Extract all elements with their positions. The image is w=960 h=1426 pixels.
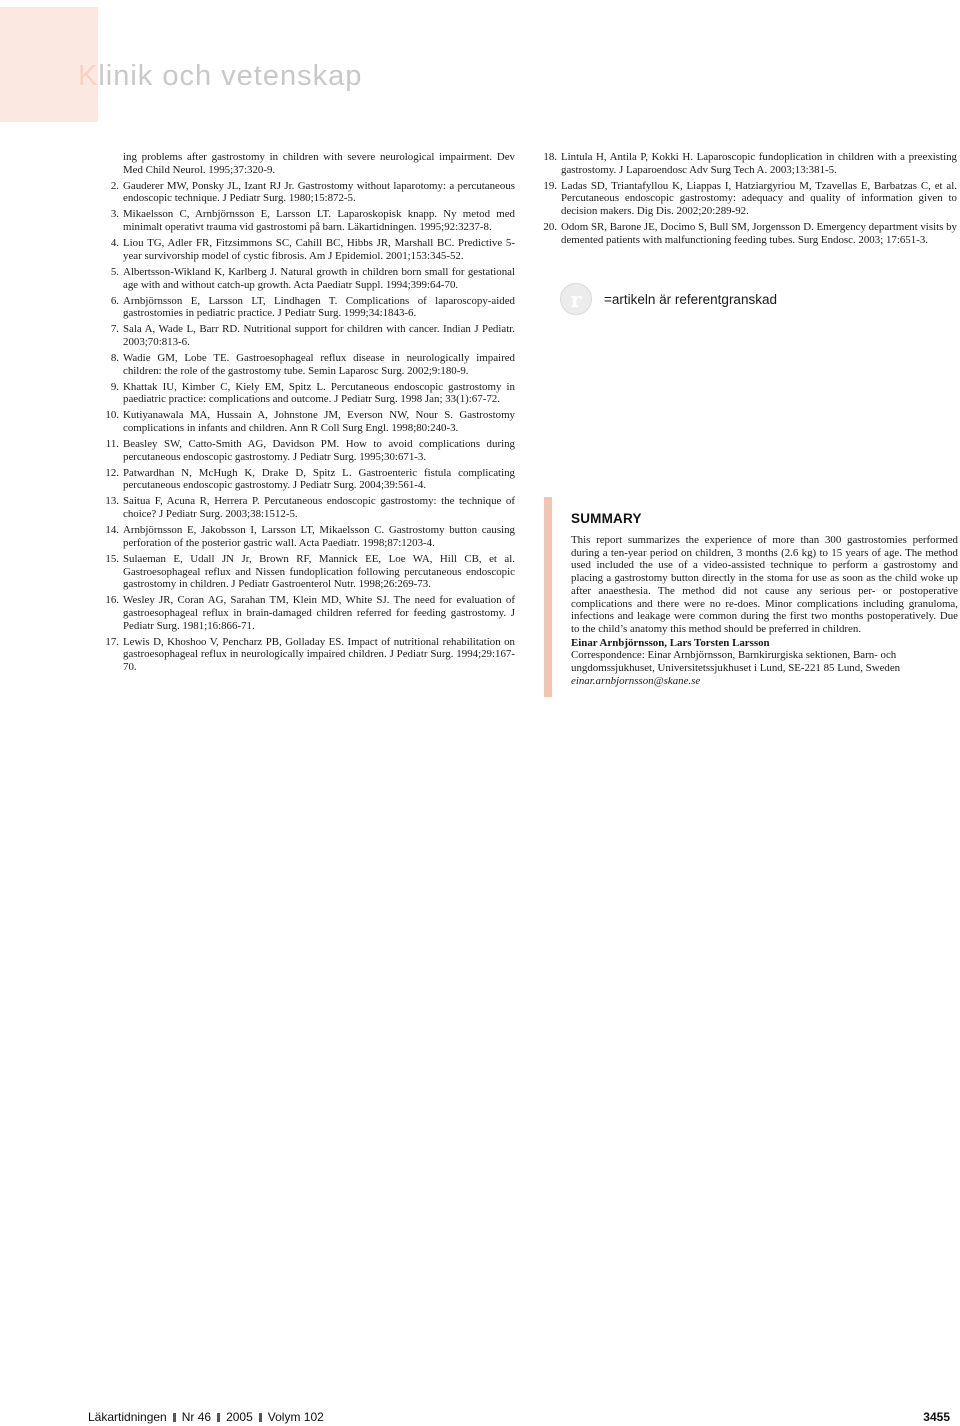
reference-text: Lintula H, Antila P, Kokki H. Laparoscopic fundoplication in children with a preexisting gastrostomy. J Laparoendosc Adv Surg Tech A. 2003;13:381-5. <box>561 151 957 176</box>
reference-text: Saitua F, Acuna R, Herrera P. Percutaneous endoscopic gastrostomy: the technique of choice? J Pediatr Surg. 2003;38:1512-5. <box>123 495 515 521</box>
reference-text: Odom SR, Barone JE, Docimo S, Bull SM, Jorgensson D. Emergency department visits by demented patients with malfunctioning feeding tubes. Surg Endosc. 2003; 17:651-3. <box>561 221 957 246</box>
reference-text: Wesley JR, Coran AG, Sarahan TM, Klein MD, White SJ. The need for evaluation of gastroesophageal reflux in brain-damaged children referred for feeding gastrostomy. J Pediatr Surg. 1981;16:866-71. <box>123 594 515 632</box>
reference-number: 4. <box>110 237 119 250</box>
reference-list-right <box>535 151 957 250</box>
section-title-initial: K <box>78 60 99 92</box>
reference-item <box>97 594 515 632</box>
reference-item <box>97 208 515 233</box>
reference-text: Wadie GM, Lobe TE. Gastroesophageal reflux disease in neurologically impaired children: the role of the gastrostomy tube. Semin Laparosc Surg. 2002;9:180-9. <box>123 351 515 377</box>
reference-item <box>97 467 515 492</box>
summary-text: This report summarizes the experience of more than 300 gastrostomies performed during a ten-year period on children, 3 months (2.6 kg) to 15 years of age. The method used included the use of a video-assisted technique to perform a gastrostomy and placing a gastrostomy button directly in the stoma for use as soon as the child woke up after anaesthesia. The method did not cause any serious per- or postoperative complications and there were no re-does. Minor complications including granuloma, infections and leakage were common during the first two months postoperatively. Due to the child’s anatomy this method should be preferred in children. <box>571 534 958 635</box>
reference-item <box>97 495 515 520</box>
reference-number: 19. <box>543 179 557 192</box>
footer-separator <box>217 1413 220 1422</box>
footer-issue: Nr 46 <box>181 1410 212 1424</box>
page-number: 3455 <box>923 1410 950 1424</box>
reference-text: Sala A, Wade L, Barr RD. Nutritional support for children with cancer. Indian J Pediatr. 2003;70:813-6. <box>123 323 515 348</box>
reference-item <box>97 295 515 320</box>
section-title-rest: linik och vetenskap <box>98 60 363 92</box>
footer-citation <box>88 1410 324 1424</box>
reference-text: ing problems after gastrostomy in children with severe neurological impairment. Dev Med Child Neurol. 1995;37:320-9. <box>123 151 515 176</box>
reference-number: 18. <box>543 151 557 163</box>
reference-number: 15. <box>105 552 119 565</box>
reference-number: 14. <box>105 524 119 537</box>
reference-text: Patwardhan N, McHugh K, Drake D, Spitz L. Gastroenteric fistula complicating percutaneous endoscopic gastrostomy. J Pediatr Surg. 2004;39:561-4. <box>123 466 515 492</box>
reference-text: Khattak IU, Kimber C, Kiely EM, Spitz L. Percutaneous endoscopic gastrostomy in paediatric practice: complications and outcome. J Pediatr Surg. 1998 Jan; 33(1):67-72. <box>123 380 515 406</box>
reference-text: Beasley SW, Catto-Smith AG, Davidson PM. How to avoid complications during percutaneous endoscopic gastrostomy. J Pediatr Surg. 1995;30:671-3. <box>123 438 515 463</box>
reference-number: 17. <box>105 635 119 648</box>
reference-item <box>97 352 515 377</box>
reference-text: Arnbjörnsson E, Jakobsson I, Larsson LT, Mikaelsson C. Gastrostomy button causing perforation of the posterior gastric wall. Acta Paediatr. 1998;87:1203-4. <box>123 524 515 549</box>
summary-email: einar.arnbjornsson@skane.se <box>571 674 701 687</box>
peer-review-note <box>560 283 777 315</box>
reference-item <box>97 438 515 463</box>
reference-item <box>97 323 515 348</box>
reference-number: 6. <box>110 294 119 307</box>
reference-number: 12. <box>105 466 119 479</box>
reference-number: 8. <box>110 351 119 364</box>
reference-item <box>97 180 515 205</box>
reference-item <box>535 151 957 176</box>
footer-separator <box>259 1413 262 1422</box>
reference-item <box>97 409 515 434</box>
reference-text: Mikaelsson C, Arnbjörnsson E, Larsson LT. Laparoskopisk knapp. Ny metod med minimalt operativt trauma vid gastrostomi på barn. Läkartidningen. 1995;92:3237-8. <box>123 208 515 234</box>
peer-review-icon: r <box>560 283 592 315</box>
reference-number: 5. <box>110 265 119 278</box>
footer-volume: Volym 102 <box>267 1410 324 1424</box>
summary-authors: Einar Arnbjörnsson, Lars Torsten Larsson <box>571 636 770 649</box>
section-title <box>78 60 362 93</box>
reference-item <box>97 237 515 262</box>
reference-text: Ladas SD, Triantafyllou K, Liappas I, Hatziargyriou M, Tzavellas E, Barbatzas C, et al. Percutaneous endoscopic gastrostomy: adequacy and quality of information given to decision makers. Dig Dis. 2002;20:289-92. <box>561 179 957 218</box>
reference-number: 20. <box>543 221 557 234</box>
reference-number: 16. <box>105 594 119 607</box>
reference-text: Arnbjörnsson E, Larsson LT, Lindhagen T. Complications of laparoscopy-aided gastrostomies in pediatric practice. J Pediatr Surg. 1999;34:1843-6. <box>123 294 515 320</box>
reference-text: Gauderer MW, Ponsky JL, Izant RJ Jr. Gastrostomy without laparotomy: a percutaneous endoscopic technique. J Pediatr Surg. 1980;15:872-5. <box>123 179 515 205</box>
reference-text: Lewis D, Khoshoo V, Pencharz PB, Golladay ES. Impact of nutritional rehabilitation on gastroesophageal reflux in neurologically impaired children. J Pediatr Surg. 1994;29:167-70. <box>123 635 515 674</box>
reference-number: 3. <box>110 208 119 221</box>
reference-text: Sulaeman E, Udall JN Jr, Brown RF, Mannick EE, Loe WA, Hill CB, et al. Gastroesophageal reflux and Nissen fundoplication following percutaneous endoscopic gastrostomy in children. J Pediatr Gastroenterol Nutr. 1998;26:269-73. <box>123 552 515 591</box>
reference-item <box>97 636 515 674</box>
footer-year: 2005 <box>226 1410 253 1424</box>
reference-number: 9. <box>110 380 119 393</box>
reference-item <box>97 553 515 591</box>
reference-item <box>97 381 515 406</box>
reference-item <box>97 266 515 291</box>
footer-journal: Läkartidningen <box>88 1410 167 1424</box>
peer-review-label: =artikeln är referentgranskad <box>604 291 777 307</box>
summary-title: SUMMARY <box>571 511 642 526</box>
reference-item <box>535 180 957 218</box>
reference-number <box>97 151 123 176</box>
reference-item <box>97 524 515 549</box>
reference-list-left <box>97 151 515 677</box>
reference-number: 13. <box>105 495 119 508</box>
reference-text: Kutiyanawala MA, Hussain A, Johnstone JM, Everson NW, Nour S. Gastrostomy complications in infants and children. Ann R Coll Surg Engl. 1998;80:240-3. <box>123 409 515 435</box>
reference-text: Liou TG, Adler FR, Fitzsimmons SC, Cahill BC, Hibbs JR, Marshall BC. Predictive 5-year survivorship model of cystic fibrosis. Am J Epidemiol. 2001;153:345-52. <box>123 237 515 262</box>
reference-item <box>97 151 515 176</box>
reference-text: Albertsson-Wikland K, Karlberg J. Natural growth in children born small for gestational age with and without catch-up growth. Acta Paediatr Suppl. 1994;399:64-70. <box>123 265 515 291</box>
reference-number: 2. <box>110 179 119 192</box>
reference-number: 11. <box>105 438 119 451</box>
reference-number: 7. <box>110 323 119 336</box>
reference-number: 10. <box>105 409 119 422</box>
reference-item <box>535 221 957 246</box>
summary-box <box>544 497 958 697</box>
summary-correspondence: Correspondence: Einar Arnbjörnsson, Barnkirurgiska sektionen, Barn- och ungdomssjukhuset, Universitetssjukhuset i Lund, SE-221 85 Lund, Sweden <box>571 649 901 675</box>
footer-separator <box>173 1413 176 1422</box>
